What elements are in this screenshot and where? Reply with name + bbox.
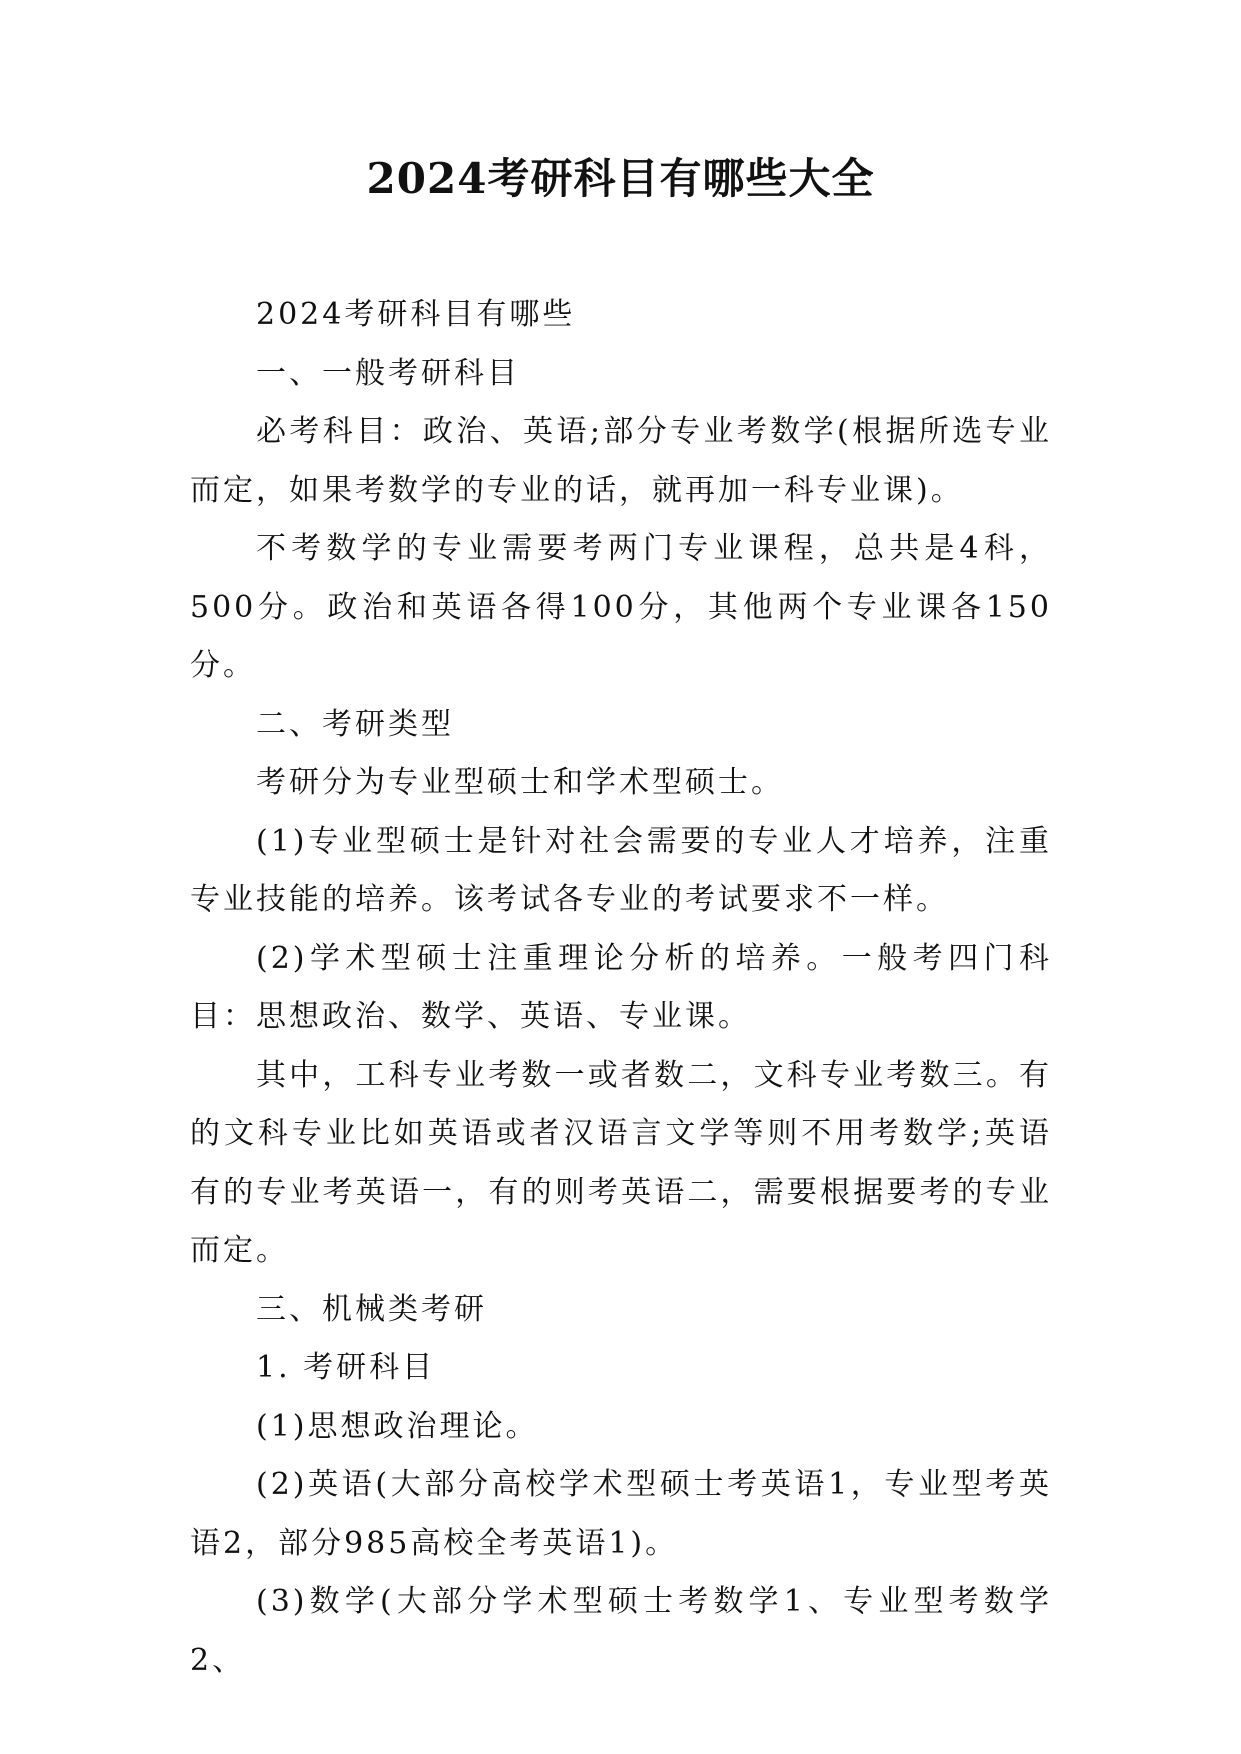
paragraph-math-and-english-notes: 其中，工科专业考数一或者数二，文科专业考数三。有的文科专业比如英语或者汉语言文学等则不用考数学;英语有的专业考英语一，有的则考英语二，需要根据要考的专业而定。	[190, 1057, 1052, 1268]
paragraph-non-math-majors: 不考数学的专业需要考两门专业课程，总共是4科，500分。政治和英语各得100分，其他两个专业课各150分。	[190, 531, 1052, 683]
section-heading-general-subjects: 一、一般考研科目	[256, 355, 520, 391]
list-item-english: (2)英语(大部分高校学术型硕士考英语1，专业型考英语2，部分985高校全考英语1)。	[190, 1467, 1052, 1561]
document-body	[190, 286, 1052, 1690]
section-heading-exam-types: 二、考研类型	[256, 706, 454, 742]
list-item-politics: (1)思想政治理论。	[256, 1408, 539, 1444]
paragraph-professional-master: (1)专业型硕士是针对社会需要的专业人才培养，注重专业技能的培养。该考试各专业的考试要求不一样。	[190, 823, 1052, 917]
paragraph-subtitle: 2024考研科目有哪些	[256, 297, 576, 332]
document-title: 2024考研科目有哪些大全	[366, 154, 875, 203]
list-item-math: (3)数学(大部分学术型硕士考数学1、专业型考数学2、	[190, 1584, 1052, 1678]
paragraph-required-subjects: 必考科目：政治、英语;部分专业考数学(根据所选专业而定，如果考数学的专业的话，就再加一科专业课)。	[190, 414, 1052, 508]
paragraph-master-types: 考研分为专业型硕士和学术型硕士。	[256, 765, 784, 800]
paragraph-academic-master: (2)学术型硕士注重理论分析的培养。一般考四门科目：思想政治、数学、英语、专业课。	[190, 940, 1052, 1034]
section-heading-mechanical: 三、机械类考研	[256, 1291, 487, 1327]
subheading-exam-subjects: 1. 考研科目	[256, 1350, 436, 1385]
